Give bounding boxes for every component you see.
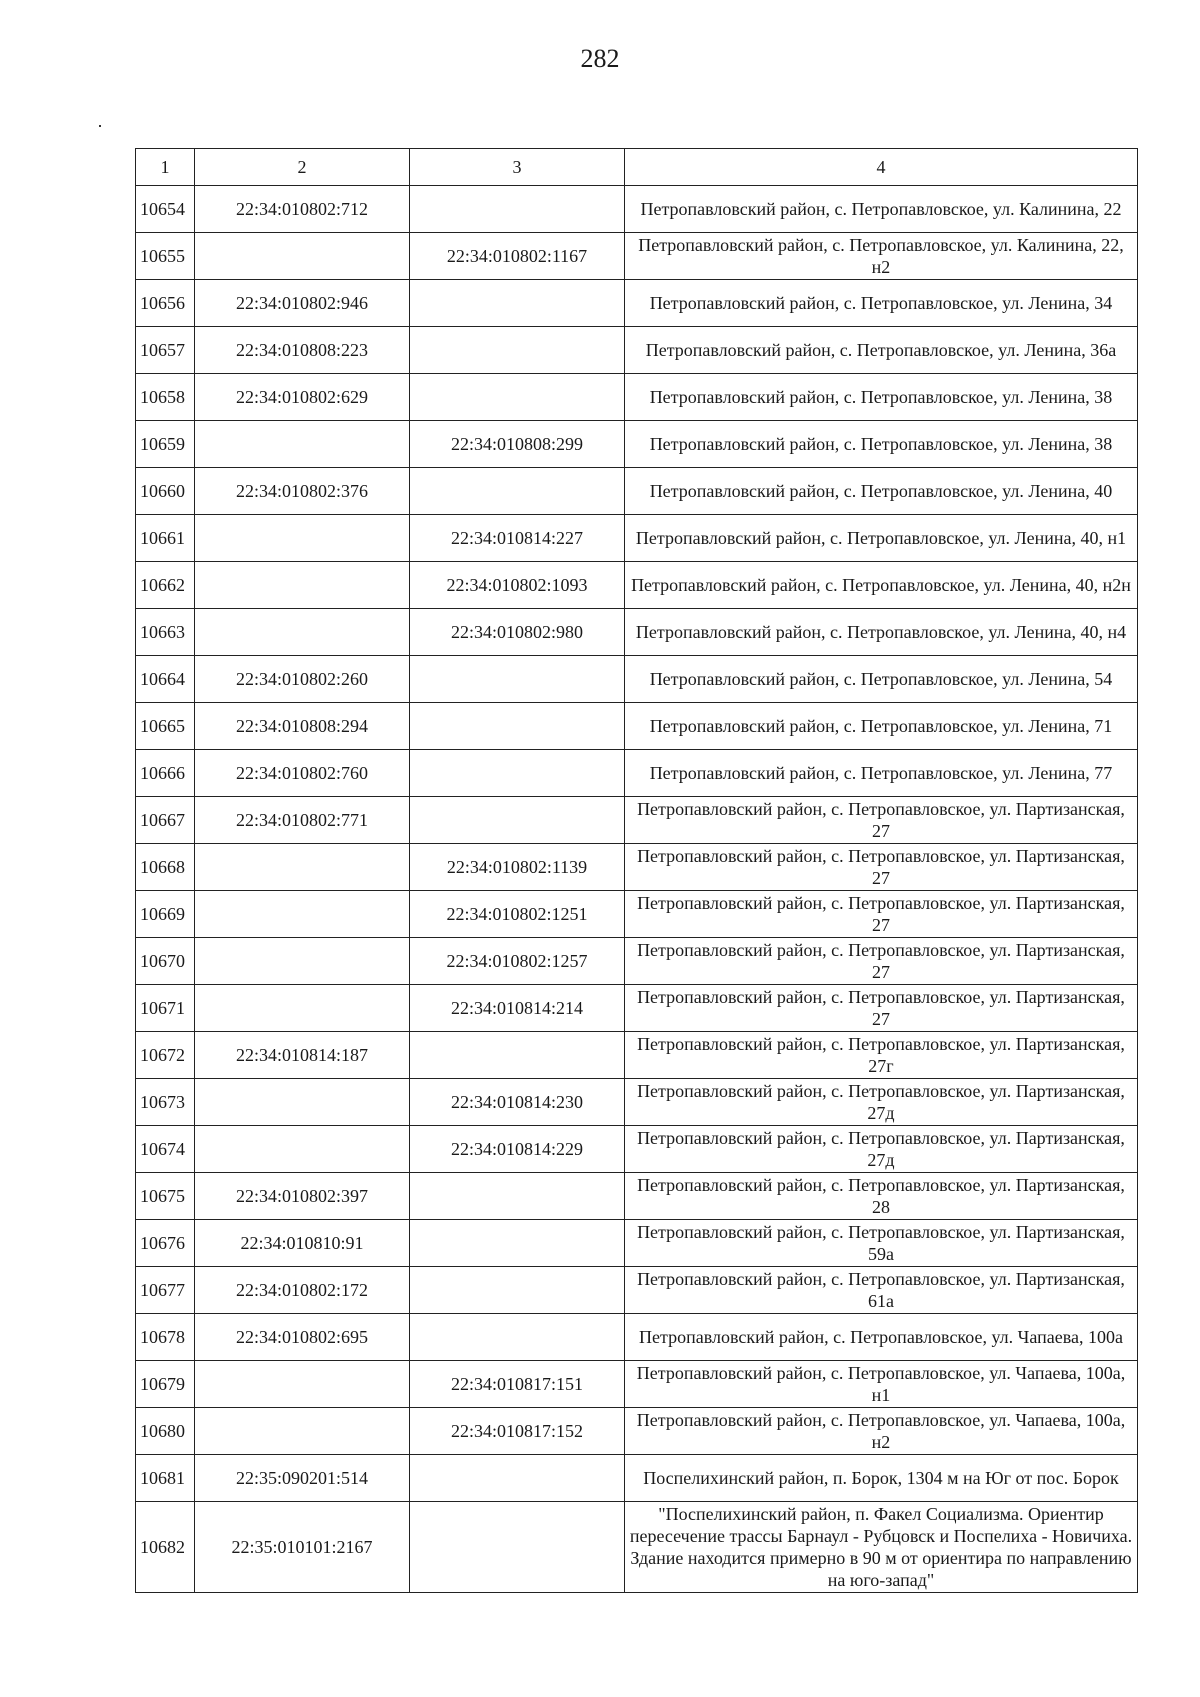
table-row [136,985,1138,1032]
address-cell: Петропавловский район, с. Петропавловское, ул. Партизанская, 27 [625,985,1138,1032]
address-cell: Петропавловский район, с. Петропавловское, ул. Ленина, 40, н2н [625,562,1138,609]
cadastral-number-cell: 22:34:010802:629 [195,374,410,421]
cadastral-number-cell [195,1079,410,1126]
cadastral-number-cell [195,891,410,938]
header-col-2: 2 [195,149,410,186]
cadastral-number-cell [195,844,410,891]
table-row [136,186,1138,233]
address-cell: Петропавловский район, с. Петропавловское, ул. Партизанская, 27д [625,1126,1138,1173]
table-row [136,327,1138,374]
row-number-cell: 10676 [136,1220,195,1267]
row-number-cell: 10671 [136,985,195,1032]
related-number-cell [410,1173,625,1220]
cadastral-number-cell: 22:34:010802:946 [195,280,410,327]
related-number-cell: 22:34:010814:227 [410,515,625,562]
scan-speck [99,125,101,127]
cadastral-number-cell: 22:34:010802:376 [195,468,410,515]
address-cell: Петропавловский район, с. Петропавловское, ул. Ленина, 40, н1 [625,515,1138,562]
related-number-cell [410,186,625,233]
row-number-cell: 10658 [136,374,195,421]
address-cell: Петропавловский район, с. Петропавловское, ул. Партизанская, 27 [625,938,1138,985]
row-number-cell: 10662 [136,562,195,609]
cadastral-number-cell: 22:34:010802:172 [195,1267,410,1314]
related-number-cell [410,1032,625,1079]
table-row [136,1502,1138,1593]
cadastral-table [135,148,1138,1593]
address-cell: Петропавловский район, с. Петропавловское, ул. Чапаева, 100а, н1 [625,1361,1138,1408]
row-number-cell: 10661 [136,515,195,562]
table-row [136,1267,1138,1314]
address-cell: "Поспелихинский район, п. Факел Социализма. Ориентир пересечение трассы Барнаул - Рубцовск и Поспелиха - Новичиха. Здание находится примерно в 90 м от ориентира по направлению на юго-запад" [625,1502,1138,1593]
row-number-cell: 10677 [136,1267,195,1314]
related-number-cell: 22:34:010814:229 [410,1126,625,1173]
related-number-cell: 22:34:010814:214 [410,985,625,1032]
row-number-cell: 10675 [136,1173,195,1220]
related-number-cell [410,1314,625,1361]
table-row [136,703,1138,750]
cadastral-number-cell [195,421,410,468]
table-row [136,1361,1138,1408]
cadastral-number-cell: 22:34:010802:712 [195,186,410,233]
table-row [136,280,1138,327]
address-cell: Петропавловский район, с. Петропавловское, ул. Калинина, 22, н2 [625,233,1138,280]
related-number-cell [410,797,625,844]
row-number-cell: 10657 [136,327,195,374]
related-number-cell [410,1220,625,1267]
row-number-cell: 10659 [136,421,195,468]
row-number-cell: 10674 [136,1126,195,1173]
address-cell: Петропавловский район, с. Петропавловское, ул. Ленина, 71 [625,703,1138,750]
cadastral-number-cell: 22:34:010810:91 [195,1220,410,1267]
table-row [136,891,1138,938]
related-number-cell: 22:34:010802:1139 [410,844,625,891]
cadastral-number-cell [195,1126,410,1173]
page-number: 282 [580,44,620,73]
cadastral-number-cell [195,609,410,656]
table-row [136,562,1138,609]
cadastral-number-cell: 22:34:010808:294 [195,703,410,750]
row-number-cell: 10667 [136,797,195,844]
table-row [136,1126,1138,1173]
cadastral-number-cell: 22:35:010101:2167 [195,1502,410,1593]
related-number-cell [410,656,625,703]
row-number-cell: 10660 [136,468,195,515]
header-col-4: 4 [625,149,1138,186]
cadastral-number-cell [195,515,410,562]
row-number-cell: 10673 [136,1079,195,1126]
cadastral-number-cell: 22:34:010814:187 [195,1032,410,1079]
related-number-cell [410,1502,625,1593]
address-cell: Петропавловский район, с. Петропавловское, ул. Партизанская, 61а [625,1267,1138,1314]
cadastral-number-cell [195,985,410,1032]
related-number-cell: 22:34:010802:1257 [410,938,625,985]
row-number-cell: 10670 [136,938,195,985]
cadastral-number-cell: 22:34:010802:760 [195,750,410,797]
address-cell: Петропавловский район, с. Петропавловское, ул. Партизанская, 27 [625,797,1138,844]
table-row [136,421,1138,468]
related-number-cell [410,1455,625,1502]
row-number-cell: 10654 [136,186,195,233]
table-row [136,1032,1138,1079]
row-number-cell: 10680 [136,1408,195,1455]
address-cell: Петропавловский район, с. Петропавловское, ул. Ленина, 77 [625,750,1138,797]
address-cell: Петропавловский район, с. Петропавловское, ул. Партизанская, 27г [625,1032,1138,1079]
address-cell: Поспелихинский район, п. Борок, 1304 м на Юг от пос. Борок [625,1455,1138,1502]
cadastral-number-cell [195,1361,410,1408]
cadastral-number-cell: 22:35:090201:514 [195,1455,410,1502]
table-row [136,374,1138,421]
table-row [136,1220,1138,1267]
address-cell: Петропавловский район, с. Петропавловское, ул. Чапаева, 100а, н2 [625,1408,1138,1455]
table-row [136,938,1138,985]
related-number-cell: 22:34:010817:151 [410,1361,625,1408]
cadastral-number-cell: 22:34:010802:771 [195,797,410,844]
related-number-cell [410,280,625,327]
row-number-cell: 10668 [136,844,195,891]
related-number-cell: 22:34:010802:1251 [410,891,625,938]
table-row [136,515,1138,562]
address-cell: Петропавловский район, с. Петропавловское, ул. Ленина, 34 [625,280,1138,327]
related-number-cell: 22:34:010802:1093 [410,562,625,609]
row-number-cell: 10655 [136,233,195,280]
row-number-cell: 10669 [136,891,195,938]
related-number-cell [410,374,625,421]
header-col-3: 3 [410,149,625,186]
address-cell: Петропавловский район, с. Петропавловское, ул. Ленина, 40 [625,468,1138,515]
related-number-cell [410,468,625,515]
related-number-cell: 22:34:010808:299 [410,421,625,468]
table-row [136,797,1138,844]
address-cell: Петропавловский район, с. Петропавловское, ул. Ленина, 36а [625,327,1138,374]
related-number-cell: 22:34:010802:1167 [410,233,625,280]
cadastral-number-cell: 22:34:010802:397 [195,1173,410,1220]
table-header-row [136,149,1138,186]
table-row [136,1455,1138,1502]
address-cell: Петропавловский район, с. Петропавловское, ул. Партизанская, 59а [625,1220,1138,1267]
address-cell: Петропавловский район, с. Петропавловское, ул. Партизанская, 28 [625,1173,1138,1220]
table-row [136,656,1138,703]
address-cell: Петропавловский район, с. Петропавловское, ул. Партизанская, 27д [625,1079,1138,1126]
cadastral-number-cell: 22:34:010802:695 [195,1314,410,1361]
cadastral-number-cell [195,233,410,280]
row-number-cell: 10672 [136,1032,195,1079]
row-number-cell: 10682 [136,1502,195,1593]
table-row [136,1173,1138,1220]
address-cell: Петропавловский район, с. Петропавловское, ул. Ленина, 40, н4 [625,609,1138,656]
table-row [136,609,1138,656]
row-number-cell: 10679 [136,1361,195,1408]
table-row [136,233,1138,280]
related-number-cell: 22:34:010814:230 [410,1079,625,1126]
table-row [136,844,1138,891]
cadastral-number-cell [195,1408,410,1455]
related-number-cell [410,750,625,797]
address-cell: Петропавловский район, с. Петропавловское, ул. Партизанская, 27 [625,891,1138,938]
address-cell: Петропавловский район, с. Петропавловское, ул. Ленина, 38 [625,374,1138,421]
table-row [136,1408,1138,1455]
address-cell: Петропавловский район, с. Петропавловское, ул. Ленина, 38 [625,421,1138,468]
cadastral-number-cell [195,562,410,609]
cadastral-number-cell: 22:34:010802:260 [195,656,410,703]
address-cell: Петропавловский район, с. Петропавловское, ул. Чапаева, 100а [625,1314,1138,1361]
table-row [136,750,1138,797]
related-number-cell [410,703,625,750]
row-number-cell: 10656 [136,280,195,327]
row-number-cell: 10666 [136,750,195,797]
cadastral-number-cell [195,938,410,985]
row-number-cell: 10663 [136,609,195,656]
table-row [136,468,1138,515]
row-number-cell: 10664 [136,656,195,703]
related-number-cell: 22:34:010817:152 [410,1408,625,1455]
table-row [136,1314,1138,1361]
related-number-cell [410,327,625,374]
row-number-cell: 10678 [136,1314,195,1361]
address-cell: Петропавловский район, с. Петропавловское, ул. Партизанская, 27 [625,844,1138,891]
address-cell: Петропавловский район, с. Петропавловское, ул. Калинина, 22 [625,186,1138,233]
related-number-cell: 22:34:010802:980 [410,609,625,656]
cadastral-number-cell: 22:34:010808:223 [195,327,410,374]
row-number-cell: 10665 [136,703,195,750]
table-row [136,1079,1138,1126]
header-col-1: 1 [136,149,195,186]
row-number-cell: 10681 [136,1455,195,1502]
related-number-cell [410,1267,625,1314]
address-cell: Петропавловский район, с. Петропавловское, ул. Ленина, 54 [625,656,1138,703]
